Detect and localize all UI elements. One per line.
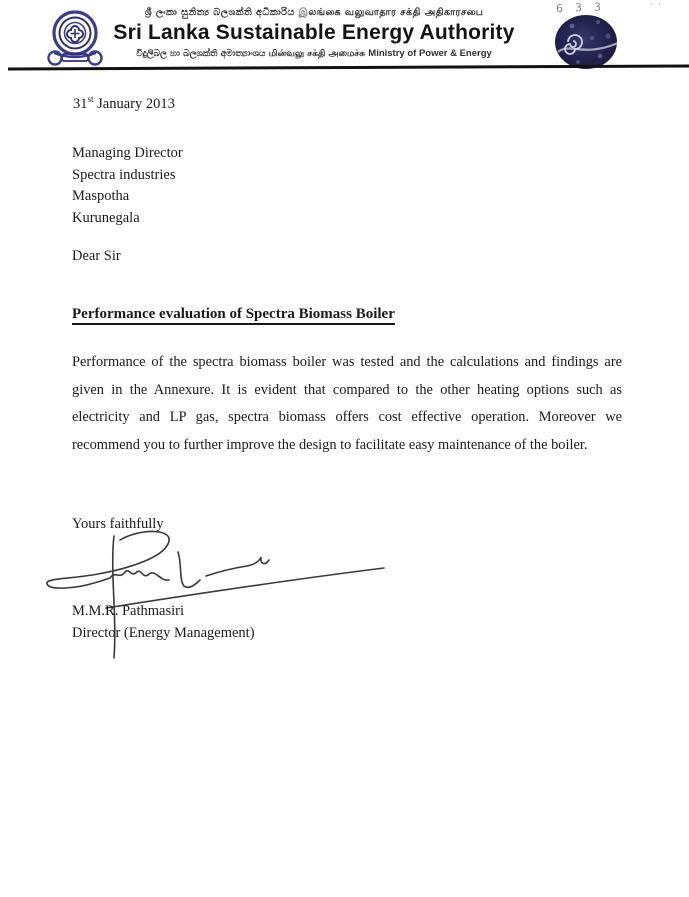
body-paragraph: Performance of the spectra biomass boiler was tested and the calculations and findings are given in the Annexure. It is evident that compared to the other heating options such as electricity and LP gas, spectra biomass offers cost effective operation. Moreover we recommend you to further improve the design to facilitate easy maintenance of the boiler.: [72, 354, 622, 453]
pen-marks: '': [651, 2, 667, 12]
authority-name-sinhala-tamil: ශ්‍රී ලංකා සුනිත්‍ය බලශක්ති අධිකාරිය இலங்கை வலுவாதார சக்தி அதிகாரசபை: [144, 7, 484, 18]
letterhead-text: [88, 6, 540, 61]
recipient-line: Kurunegala: [72, 209, 140, 226]
ink-stamp: [552, 12, 624, 72]
subject-line: [72, 306, 395, 323]
date-month-year: January 2013: [93, 95, 175, 112]
subject-text: Performance evaluation of Spectra Biomass Boiler: [72, 306, 395, 325]
closing: Yours faithfully: [72, 516, 164, 532]
authority-name-english: Sri Lanka Sustainable Energy Authority: [113, 21, 515, 44]
recipient-line: Managing Director: [72, 145, 183, 161]
handwritten-note: 633: [555, 0, 614, 16]
ministry-name-english: Ministry of Power & Energy: [368, 48, 492, 59]
date-day: 31: [73, 95, 88, 112]
date-ordinal: st: [87, 94, 94, 104]
date-line: [73, 94, 175, 113]
recipient-line: Maspotha: [72, 188, 130, 204]
ministry-line: [88, 47, 540, 61]
recipient-block: [72, 143, 183, 229]
recipient-line: Spectra industries: [72, 166, 176, 183]
signatory-name: M.M.R. Pathmasiri: [72, 603, 184, 619]
salutation: Dear Sir: [72, 248, 121, 264]
letterhead: [0, 0, 689, 72]
ministry-name-sinhala-tamil: විදුලිබල හා බලශක්ති අමාත්‍යාංශය மின்வலு சக்தி அமைச்சு: [136, 49, 366, 59]
signatory-title: Director (Energy Management): [72, 625, 255, 641]
